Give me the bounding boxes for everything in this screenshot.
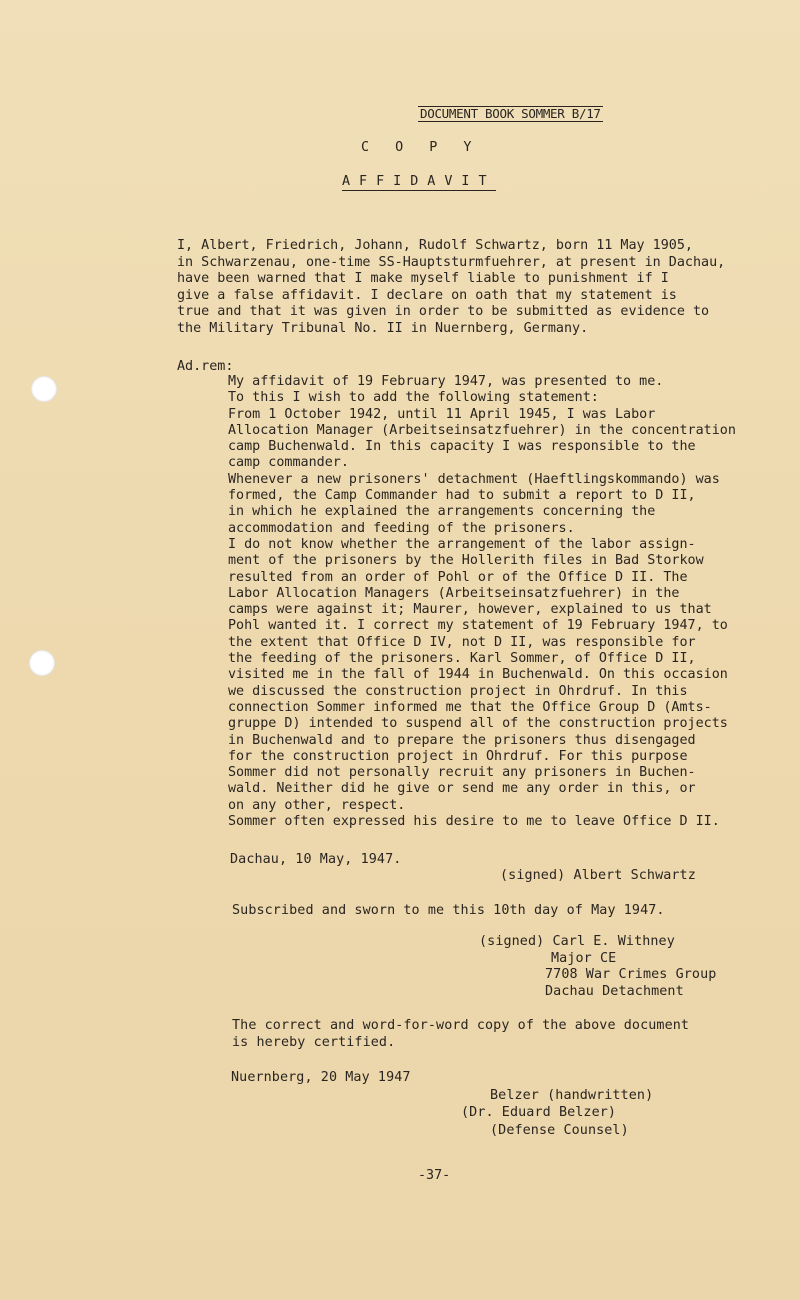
subscribed-statement: Subscribed and sworn to me this 10th day of May 1947. bbox=[232, 903, 665, 918]
text-line: Allocation Manager (Arbeitseinsatzfuehrer) in the concentration bbox=[228, 422, 736, 438]
punch-hole bbox=[29, 650, 55, 676]
text-line: Pohl wanted it. I correct my statement of 19 February 1947, to bbox=[228, 618, 728, 634]
text-line: have been warned that I make myself liable to punishment if I bbox=[177, 271, 669, 286]
text-line: Sommer did not personally recruit any prisoners in Buchen- bbox=[228, 765, 696, 781]
text-line: connection Sommer informed me that the Office Group D (Amts- bbox=[228, 699, 712, 715]
text-line: the Military Tribunal No. II in Nuernberg, Germany. bbox=[177, 320, 589, 336]
intro-paragraph bbox=[177, 238, 777, 337]
counsel-signature: Belzer (handwritten) bbox=[490, 1088, 654, 1103]
officer-rank: Major CE bbox=[551, 951, 617, 966]
text-line: From 1 October 1942, until 11 April 1945, I was Labor bbox=[228, 406, 656, 422]
text-line: camps were against it; Maurer, however, explained to us that bbox=[228, 602, 712, 618]
certification-line: is hereby certified. bbox=[232, 1035, 396, 1050]
text-line: give a false affidavit. I declare on oath that my statement is bbox=[177, 287, 677, 303]
copy-label: C O P Y bbox=[361, 140, 481, 155]
text-line: accommodation and feeding of the prisoners. bbox=[228, 520, 575, 536]
counsel-name: (Dr. Eduard Belzer) bbox=[461, 1105, 617, 1120]
text-line: we discussed the construction project in Ohrdruf. In this bbox=[228, 683, 688, 699]
text-line: I do not know whether the arrangement of the labor assign- bbox=[228, 536, 696, 552]
page-number: -37- bbox=[418, 1168, 451, 1183]
text-line: I, Albert, Friedrich, Johann, Rudolf Schwartz, born 11 May 1905, bbox=[177, 238, 693, 253]
ad-rem-label: Ad.rem: bbox=[177, 359, 234, 374]
text-line: on any other, respect. bbox=[228, 797, 406, 813]
text-line: Labor Allocation Managers (Arbeitseinsatzfuehrer) in the bbox=[228, 585, 680, 601]
text-line: in Buchenwald and to prepare the prisoners thus disengaged bbox=[228, 732, 696, 748]
text-line: visited me in the fall of 1944 in Buchenwald. On this occasion bbox=[228, 667, 728, 683]
counsel-role: (Defense Counsel) bbox=[490, 1123, 629, 1138]
text-line: resulted from an order of Pohl or of the Office D II. The bbox=[228, 569, 688, 585]
place-date: Dachau, 10 May, 1947. bbox=[230, 852, 402, 867]
document-reference: DOCUMENT BOOK SOMMER B/17 bbox=[420, 106, 601, 121]
text-line: in Schwarzenau, one-time SS-Hauptsturmfuehrer, at present in Dachau, bbox=[177, 254, 726, 270]
punch-hole bbox=[31, 376, 57, 402]
text-line: camp Buchenwald. In this capacity I was responsible to the bbox=[228, 439, 696, 455]
text-line: To this I wish to add the following statement: bbox=[228, 390, 599, 406]
certification-place-date: Nuernberg, 20 May 1947 bbox=[231, 1070, 411, 1085]
affiant-signature: (signed) Albert Schwartz bbox=[500, 868, 696, 883]
statement-body bbox=[228, 374, 788, 830]
text-line: in which he explained the arrangements concerning the bbox=[228, 504, 656, 520]
text-line: gruppe D) intended to suspend all of the construction projects bbox=[228, 716, 728, 732]
text-line: true and that it was given in order to be submitted as evidence to bbox=[177, 304, 710, 319]
officer-unit: 7708 War Crimes Group bbox=[545, 967, 717, 982]
officer-detachment: Dachau Detachment bbox=[545, 984, 684, 999]
text-line: wald. Neither did he give or send me any order in this, or bbox=[228, 781, 696, 797]
text-line: Sommer often expressed his desire to me to leave Office D II. bbox=[228, 814, 720, 830]
text-line: camp commander. bbox=[228, 455, 349, 471]
text-line: the extent that Office D IV, not D II, was responsible for bbox=[228, 634, 696, 650]
page-title: AFFIDAVIT bbox=[342, 174, 496, 189]
officer-signature: (signed) Carl E. Withney bbox=[479, 934, 675, 949]
certification-line: The correct and word-for-word copy of the above document bbox=[232, 1018, 690, 1033]
text-line: for the construction project in Ohrdruf. For this purpose bbox=[228, 748, 688, 764]
text-line: My affidavit of 19 February 1947, was presented to me. bbox=[228, 374, 664, 389]
text-line: formed, the Camp Commander had to submit a report to D II, bbox=[228, 488, 696, 504]
text-line: the feeding of the prisoners. Karl Sommer, of Office D II, bbox=[228, 651, 696, 667]
text-line: ment of the prisoners by the Hollerith files in Bad Storkow bbox=[228, 553, 704, 569]
text-line: Whenever a new prisoners' detachment (Haeftlingskommando) was bbox=[228, 471, 720, 487]
